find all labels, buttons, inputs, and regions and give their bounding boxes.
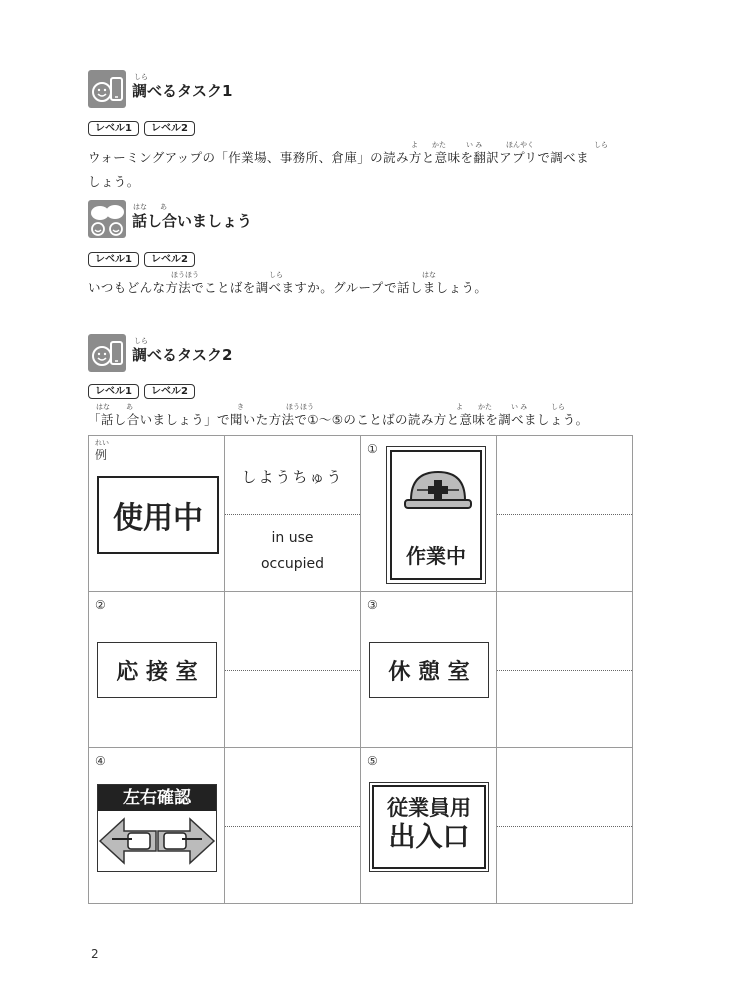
item-number: ④ [95, 754, 106, 768]
ruby-yo: よ [456, 403, 463, 411]
ruby-hana: はな [96, 403, 110, 411]
page-number: 2 [91, 947, 99, 961]
item-4-sign-text: 左右確認 [98, 785, 216, 811]
ruby-kata: かた [432, 141, 446, 149]
item-2-sign-text: 応 接 室 [116, 659, 198, 685]
ruby-a: あ [160, 203, 167, 211]
example-sign-cell [89, 436, 225, 592]
discuss-instruction: いつもどんな方法でことばを調べますか。グループで話しましょう。 [88, 280, 488, 295]
level-2-tag: レベル2 [144, 252, 195, 267]
divider [497, 670, 632, 671]
item-number: ⑤ [367, 754, 378, 768]
vocabulary-table [88, 435, 633, 904]
speech-bubbles-icon [88, 200, 126, 238]
example-sign-image [97, 476, 219, 554]
divider [225, 826, 360, 827]
level-1-tag: レベル1 [88, 384, 139, 399]
divider [497, 514, 632, 515]
heading-ruby: しら [134, 73, 148, 81]
item-5-sign-image [369, 782, 489, 872]
item-number: ① [367, 442, 378, 456]
table-row [89, 748, 633, 904]
task2-instruction: 「話し合いましょう」で聞いた方法で①〜⑤のことばの読み方と意味を調べましょう。 [88, 412, 589, 427]
example-reading: しようちゅう [241, 468, 344, 486]
item-3-sign-cell [361, 592, 497, 748]
item-number: ③ [367, 598, 378, 612]
level-1-tag: レベル1 [88, 252, 139, 267]
divider [225, 670, 360, 671]
ruby-shira: しら [551, 403, 565, 411]
divider [225, 514, 360, 515]
example-ruby: れい [95, 439, 109, 447]
ruby-shira: しら [269, 271, 283, 279]
item-4-sign-cell [89, 748, 225, 904]
item-2-answer-cell [225, 592, 361, 748]
example-answer-cell [225, 436, 361, 592]
item-3-answer-cell [497, 592, 633, 748]
divider [497, 826, 632, 827]
task1-instruction-line1: ウォーミングアップの「作業場、事務所、倉庫」の読み方と意味を翻訳アプリで調べま [88, 150, 589, 165]
level-tags [88, 384, 195, 399]
item-1-answer-cell [497, 436, 633, 592]
item-4-sign-image [97, 784, 217, 872]
item-4-answer-cell [225, 748, 361, 904]
item-1-sign-cell [361, 436, 497, 592]
ruby-hana: はな [133, 203, 147, 211]
level-1-tag: レベル1 [88, 121, 139, 136]
ruby-yo: よ [411, 141, 418, 149]
table-row [89, 436, 633, 592]
item-5-sign-text-1: 従業員用 [387, 796, 471, 820]
ruby-shira: しら [594, 141, 608, 149]
ruby-hana: はな [422, 271, 436, 279]
item-5-sign-text-2: 出入口 [388, 822, 470, 853]
example-meaning-1: in use [271, 530, 314, 546]
ruby-houhou: ほうほう [286, 403, 314, 411]
item-1-sign-text: 作業中 [406, 544, 466, 568]
table-row [89, 592, 633, 748]
section-heading-task2: 調べるタスク2 [132, 346, 233, 364]
level-tags [88, 121, 195, 136]
ruby-imi: い み [511, 403, 528, 411]
ruby-a: あ [126, 403, 133, 411]
level-tags [88, 252, 195, 267]
section-heading-task1: 調べるタスク1 [132, 82, 233, 100]
item-number: ② [95, 598, 106, 612]
item-3-sign-image [369, 642, 489, 698]
task1-instruction-line2: しょう。 [88, 174, 140, 189]
level-2-tag: レベル2 [144, 121, 195, 136]
ruby-ki: き [237, 403, 244, 411]
item-5-answer-cell [497, 748, 633, 904]
ruby-honyaku: ほんやく [506, 141, 534, 149]
section-heading-discuss: 話し合いましょう [132, 212, 253, 230]
item-2-sign-cell [89, 592, 225, 748]
smartphone-search-icon [88, 70, 126, 108]
item-2-sign-image [97, 642, 217, 698]
smartphone-search-icon [88, 334, 126, 372]
item-1-sign-image [386, 446, 486, 584]
example-meaning-2: occupied [260, 556, 325, 572]
pointing-arrows-icon [98, 811, 216, 869]
ruby-kata: かた [478, 403, 492, 411]
hardhat-icon [403, 466, 473, 516]
example-sign-text: 使用中 [113, 501, 203, 536]
item-5-sign-cell [361, 748, 497, 904]
ruby-houhou: ほうほう [171, 271, 199, 279]
example-label: 例 [95, 448, 108, 462]
item-3-sign-text: 休 憩 室 [388, 659, 470, 685]
heading-ruby: しら [134, 337, 148, 345]
level-2-tag: レベル2 [144, 384, 195, 399]
ruby-imi: い み [466, 141, 483, 149]
